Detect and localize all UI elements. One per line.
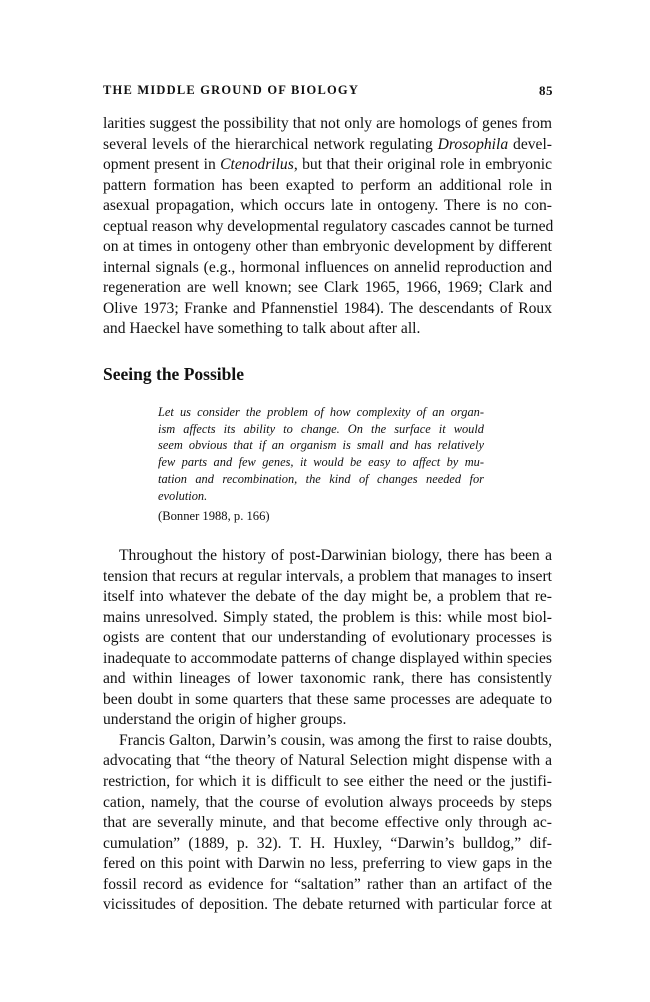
text-line: itself into whatever the debate of the day might be, a problem that re-: [103, 588, 552, 606]
text-line: restriction, for which it is difficult to see either the need or the justifi-: [103, 773, 552, 791]
text-line: internal signals (e.g., hormonal influences on annelid reproduction and: [103, 258, 552, 276]
text-line: inadequate to accommodate patterns of change displayed within species: [103, 649, 552, 667]
text-line: cumulation” (1889, p. 32). T. H. Huxley, “Darwin’s bulldog,” dif-: [103, 834, 552, 852]
text-line: understand the origin of higher groups.: [103, 711, 347, 729]
text-line: tension that recurs at regular intervals, a problem that manages to insert: [103, 567, 552, 585]
text-line: vicissitudes of deposition. The debate returned with particular force at: [103, 896, 552, 914]
section-heading: Seeing the Possible: [103, 364, 244, 384]
text-line: on at times in ontogeny other than embryonic development by different: [103, 238, 552, 256]
text-line: Throughout the history of post-Darwinian biology, there has been a: [119, 547, 552, 564]
text-line: ceptual reason why developmental regulatory cascades cannot be turned: [103, 217, 554, 235]
running-header: [103, 83, 553, 99]
text-line: regeneration are well known; see Clark 1965, 1966, 1969; Clark and: [103, 279, 552, 297]
epigraph-line: tation and recombination, the kind of changes needed for: [158, 471, 484, 486]
text-line: fossil record as evidence for “saltation” rather than an artifact of the: [103, 875, 552, 893]
epigraph-line: few parts and few genes, it would be easy to affect by mu-: [158, 455, 484, 470]
text-line: ogists are content that our understanding of evolutionary processes is: [103, 629, 552, 647]
text-line: asexual propagation, which occurs late in ontogeny. There is no con-: [103, 197, 552, 215]
text-line: that are severally minute, and that become effective only through ac-: [103, 814, 552, 832]
text-line: and Haeckel have something to talk about after all.: [103, 320, 421, 338]
text-line: fered on this point with Darwin no less, preferring to view gaps in the: [103, 855, 552, 873]
epigraph-line: evolution.: [158, 488, 208, 503]
epigraph-quote: [158, 404, 484, 504]
text-line: advocating that “the theory of Natural Selection might dispense with a: [103, 752, 552, 770]
page-number: 85: [539, 83, 553, 98]
paragraph-2: [103, 546, 552, 916]
text-line: Olive 1973; Franke and Pfannenstiel 1984). The descendants of Roux: [103, 299, 552, 317]
text-line: cation, namely, that the course of evolution always proceeds by steps: [103, 793, 552, 811]
text-line: mains unresolved. Simply stated, the problem is this: while most biol-: [103, 608, 552, 626]
text-line: and within lineages of lower taxonomic rank, there has consistently: [103, 670, 552, 688]
text-line: opment present in Ctenodrilus, but that their original role in embryonic: [103, 156, 552, 174]
epigraph-line: ism affects its ability to change. On the surface it would: [158, 421, 484, 436]
text-line: larities suggest the possibility that not only are homologs of genes from: [103, 115, 552, 132]
paragraph-1: [103, 114, 552, 340]
text-line: several levels of the hierarchical network regulating Drosophila devel-: [103, 135, 552, 153]
running-title: THE MIDDLE GROUND OF BIOLOGY: [103, 83, 360, 97]
text-line: pattern formation has been exapted to perform an additional role in: [103, 176, 552, 194]
epigraph-line: seem obvious that if an organism is small and has relatively: [158, 438, 484, 453]
epigraph-citation: (Bonner 1988, p. 166): [158, 509, 270, 523]
text-line: been doubt in some quarters that these same processes are adequate to: [103, 690, 552, 708]
text-line: Francis Galton, Darwin’s cousin, was among the first to raise doubts,: [119, 731, 552, 749]
epigraph-line: Let us consider the problem of how complexity of an organ-: [158, 405, 484, 419]
